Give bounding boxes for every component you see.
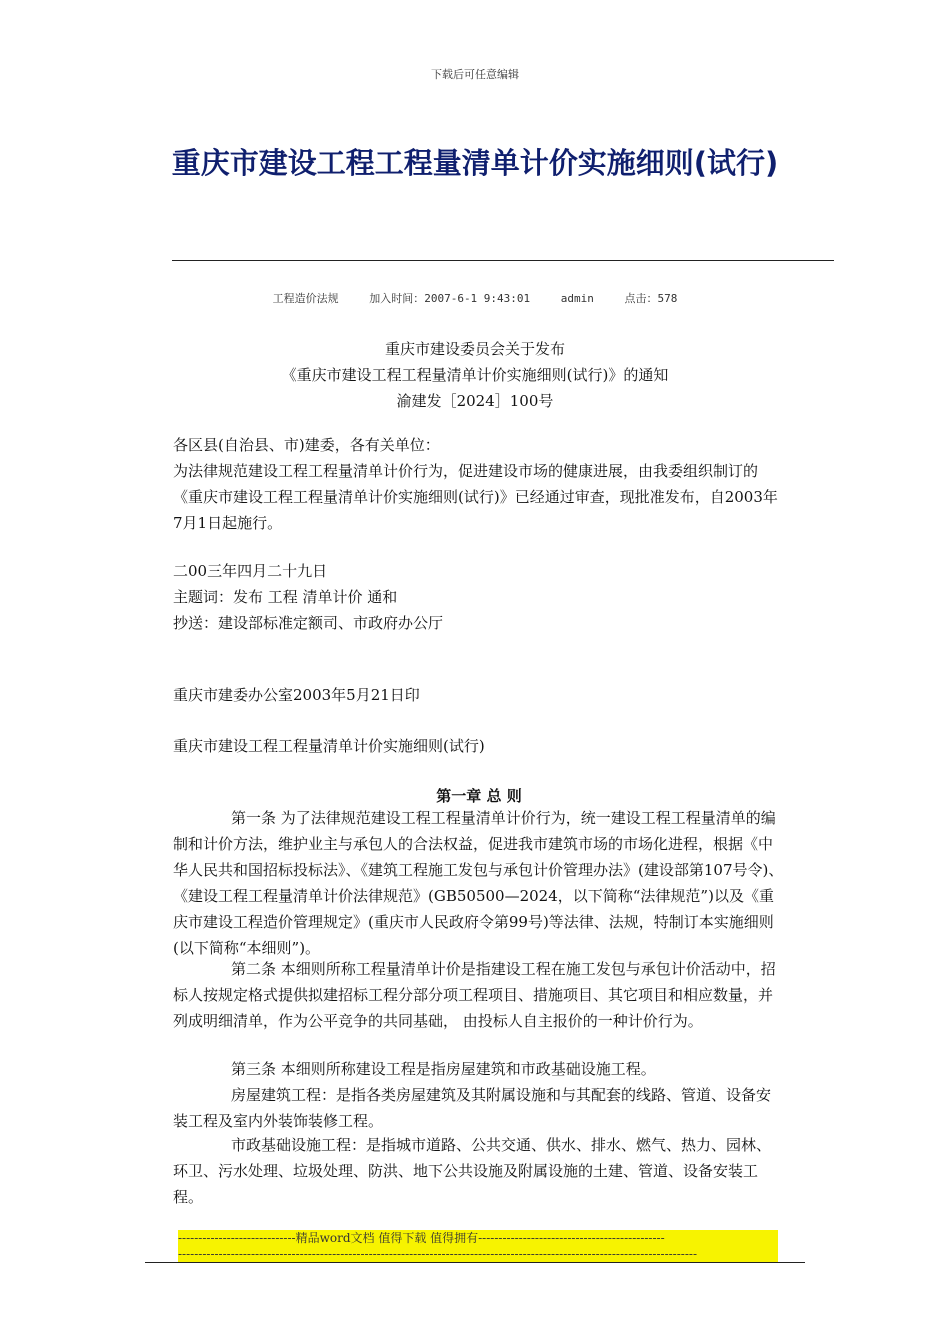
meta-category: 工程造价法规 [272, 292, 339, 305]
intro-body: 为法律规范建设工程工程量清单计价行为，促进建设市场的健康进展，由我委组织制订的《重庆市建设工程工程量清单计价实施细则(试行)》已经通过审查，现批准发布，自2003年7月1日起施行。 [173, 462, 778, 532]
document-title: 重庆市建设工程工程量清单计价实施细则(试行) [173, 737, 485, 755]
issue-date: 二00三年四月二十九日 [173, 562, 328, 580]
footer-banner-line-1: -----------------------------精品word文档 值得下载 值得拥有---------------------------------------------- [178, 1230, 778, 1246]
notice-line-3: 渝建发［2024］100号 [396, 392, 554, 410]
meta-author: admin [560, 292, 594, 305]
article-3-housing: 房屋建筑工程：是指各类房屋建筑及其附属设施和与其配套的线路、管道、设备安装工程及室内外装饰装修工程。 [173, 1086, 772, 1130]
notice-line-1: 重庆市建设委员会关于发布 [384, 340, 565, 358]
notice-heading [150, 336, 800, 414]
header-note: 下载后可任意编辑 [431, 68, 519, 81]
page-title: 重庆市建设工程工程量清单计价实施细则(试行) [171, 146, 779, 180]
notice-line-2: 《重庆市建设工程工程量清单计价实施细则(试行)》的通知 [281, 366, 669, 384]
article-1: 第一条 为了法律规范建设工程工程量清单计价行为，统一建设工程工程量清单的编制和计价方法，维护业主与承包人的合法权益，促进我市建筑市场的市场化进程，根据《中华人民共和国招标投标法》、《建筑工程施工发包与承包计价管理办法》(建设部第107号令)、《建设工程工程量清单计价法律规范》(GB50500—2024，以下简称“法律规范”)以及《重庆市建设工程造价管理规定》(重庆市人民政府令第99号)等法律、法规，特制订本实施细则(以下简称“本细则”)。 [173, 809, 784, 957]
article-3-municipal: 市政基础设施工程：是指城市道路、公共交通、供水、排水、燃气、热力、园林、环卫、污水处理、垃圾处理、防洪、地下公共设施及附属设施的土建、管道、设备安装工程。 [173, 1136, 772, 1206]
keywords: 主题词：发布 工程 清单计价 通和 [173, 588, 398, 606]
addressee: 各区县(自治县、市)建委，各有关单位： [173, 436, 440, 454]
article-3: 第三条 本细则所称建设工程是指房屋建筑和市政基础设施工程。 [231, 1060, 656, 1078]
signoff-block [173, 558, 785, 636]
article-2: 第二条 本细则所称工程量清单计价是指建设工程在施工发包与承包计价活动中，招标人按规定格式提供拟建招标工程分部分项工程项目、措施项目、其它项目和相应数量，并列成明细清单，作为公平竞争的共同基础， 由投标人自主报价的一种计价行为。 [173, 960, 776, 1030]
cc-line: 抄送：建设部标准定额司、市政府办公厅 [173, 614, 444, 632]
article-meta [0, 290, 950, 306]
meta-clicks: 点击：578 [624, 292, 678, 305]
chapter-title: 第一章 总 则 [436, 787, 522, 805]
meta-added-time: 加入时间：2007-6-1 9:43:01 [369, 292, 531, 305]
footer-banner-line-2: -------------------------------------------------------------------------------------------------------------------------------- [178, 1246, 778, 1262]
title-divider [172, 260, 834, 261]
footer-divider [145, 1262, 805, 1263]
printed-line: 重庆市建委办公室2003年5月21日印 [173, 686, 420, 704]
intro-block [173, 432, 785, 536]
